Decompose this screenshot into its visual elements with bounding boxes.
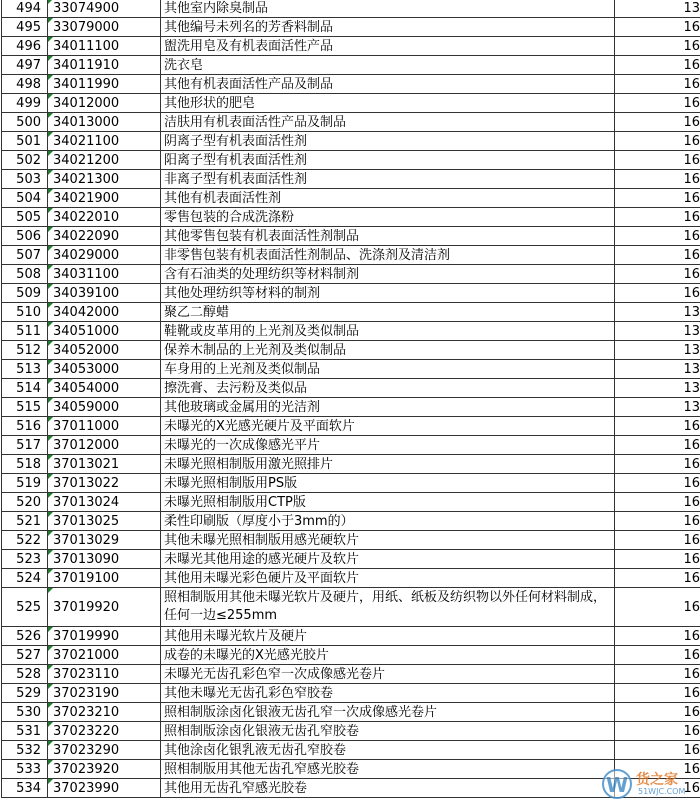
table-row (2, 341, 700, 360)
product-name: 其他未曝光无齿孔彩色窄胶卷 (161, 684, 615, 703)
product-name: 非离子型有机表面活性剂 (161, 170, 615, 189)
tax-rate: 16 (615, 208, 700, 227)
table-row (2, 474, 700, 493)
product-name: 其他用无齿孔窄感光胶卷 (161, 779, 615, 798)
tax-rate: 16 (615, 627, 700, 646)
row-index: 515 (2, 398, 48, 417)
product-name: 照相制版用其他无齿孔窄感光胶卷 (161, 760, 615, 779)
product-name: 保养木制品的上光剂及类似制品 (161, 341, 615, 360)
watermark-logo-icon: W (602, 769, 632, 799)
hs-code: 37023990 (48, 779, 161, 798)
product-name: 未曝光照相制版用激光照排片 (161, 455, 615, 474)
tariff-table (1, 0, 700, 798)
table-row (2, 303, 700, 322)
hs-code: 34011100 (48, 37, 161, 56)
table-row (2, 665, 700, 684)
row-index: 518 (2, 455, 48, 474)
table-row (2, 646, 700, 665)
hs-code: 34021100 (48, 132, 161, 151)
product-name: 照相制版涂卤化银液无齿孔窄胶卷 (161, 722, 615, 741)
hs-code: 37023210 (48, 703, 161, 722)
hs-code: 34052000 (48, 341, 161, 360)
table-row (2, 18, 700, 37)
table-row (2, 627, 700, 646)
row-index: 494 (2, 0, 48, 18)
product-name: 其他用未曝光彩色硬片及平面软片 (161, 569, 615, 588)
hs-code: 37023220 (48, 722, 161, 741)
table-row (2, 75, 700, 94)
table-row (2, 208, 700, 227)
table-row (2, 741, 700, 760)
table-row (2, 531, 700, 550)
product-name: 洗衣皂 (161, 56, 615, 75)
tax-rate: 16 (615, 284, 700, 303)
product-name: 车身用的上光剂及类似制品 (161, 360, 615, 379)
hs-code: 37011000 (48, 417, 161, 436)
product-name: 洁肤用有机表面活性产品及制品 (161, 113, 615, 132)
row-index: 513 (2, 360, 48, 379)
hs-code: 34042000 (48, 303, 161, 322)
watermark-site: 51WJC.COM (638, 787, 686, 796)
row-index: 522 (2, 531, 48, 550)
row-index: 532 (2, 741, 48, 760)
product-name: 未曝光的一次成像感光平片 (161, 436, 615, 455)
table-row (2, 779, 700, 798)
hs-code: 34039100 (48, 284, 161, 303)
table-row (2, 151, 700, 170)
tax-rate: 16 (615, 189, 700, 208)
tax-rate: 16 (615, 455, 700, 474)
hs-code: 37013024 (48, 493, 161, 512)
table-row (2, 455, 700, 474)
row-index: 530 (2, 703, 48, 722)
tax-rate: 16 (615, 436, 700, 455)
table-row (2, 417, 700, 436)
row-index: 527 (2, 646, 48, 665)
product-name: 其他用未曝光软片及硬片 (161, 627, 615, 646)
hs-code: 34051000 (48, 322, 161, 341)
row-index: 500 (2, 113, 48, 132)
table-row (2, 132, 700, 151)
table-row (2, 189, 700, 208)
table-row (2, 512, 700, 531)
hs-code: 37023110 (48, 665, 161, 684)
tax-rate: 16 (615, 18, 700, 37)
row-index: 506 (2, 227, 48, 246)
row-index: 517 (2, 436, 48, 455)
product-name: 阴离子型有机表面活性剂 (161, 132, 615, 151)
table-row (2, 360, 700, 379)
tax-rate: 16 (615, 722, 700, 741)
hs-code: 37013021 (48, 455, 161, 474)
row-index: 512 (2, 341, 48, 360)
hs-code: 34021300 (48, 170, 161, 189)
table-row (2, 684, 700, 703)
row-index: 503 (2, 170, 48, 189)
row-index: 516 (2, 417, 48, 436)
product-name: 柔性印刷版（厚度小于3mm的） (161, 512, 615, 531)
product-name: 未曝光的X光感光硬片及平面软片 (161, 417, 615, 436)
hs-code: 37023290 (48, 741, 161, 760)
tax-rate: 16 (615, 227, 700, 246)
row-index: 510 (2, 303, 48, 322)
product-name: 其他零售包装有机表面活性剂制品 (161, 227, 615, 246)
tax-rate: 13 (615, 322, 700, 341)
row-index: 514 (2, 379, 48, 398)
table-row (2, 493, 700, 512)
table-row (2, 436, 700, 455)
tax-rate: 16 (615, 75, 700, 94)
product-name: 未曝光无齿孔彩色窄一次成像感光卷片 (161, 665, 615, 684)
table-row (2, 398, 700, 417)
product-name: 其他玻璃或金属用的光洁剂 (161, 398, 615, 417)
table-row (2, 170, 700, 189)
tax-rate: 13 (615, 303, 700, 322)
tax-rate: 16 (615, 550, 700, 569)
hs-code: 34012000 (48, 94, 161, 113)
row-index: 533 (2, 760, 48, 779)
tax-rate: 16 (615, 37, 700, 56)
row-index: 499 (2, 94, 48, 113)
table-row (2, 227, 700, 246)
row-index: 511 (2, 322, 48, 341)
hs-code: 37013029 (48, 531, 161, 550)
product-name: 其他形状的肥皂 (161, 94, 615, 113)
row-index: 495 (2, 18, 48, 37)
hs-code: 33074900 (48, 0, 161, 18)
product-name: 照相制版用其他未曝光软片及硬片，用纸、纸板及纺织物以外任何材料制成，任何一边≤255mm (161, 588, 615, 627)
table-row (2, 379, 700, 398)
hs-code: 37013022 (48, 474, 161, 493)
hs-code: 34021900 (48, 189, 161, 208)
product-name: 盥洗用皂及有机表面活性产品 (161, 37, 615, 56)
row-index: 505 (2, 208, 48, 227)
product-name: 鞋靴或皮革用的上光剂及类似制品 (161, 322, 615, 341)
hs-code: 37023920 (48, 760, 161, 779)
product-name: 其他未曝光照相制版用感光硬软片 (161, 531, 615, 550)
tax-rate: 16 (615, 132, 700, 151)
product-name: 未曝光照相制版用PS版 (161, 474, 615, 493)
row-index: 519 (2, 474, 48, 493)
table-row (2, 703, 700, 722)
hs-code: 34011910 (48, 56, 161, 75)
product-name: 其他有机表面活性产品及制品 (161, 75, 615, 94)
hs-code: 37019920 (48, 588, 161, 627)
table-row (2, 569, 700, 588)
hs-code: 34022090 (48, 227, 161, 246)
tax-rate: 16 (615, 760, 700, 779)
hs-code: 34013000 (48, 113, 161, 132)
product-name: 其他涂卤化银乳液无齿孔窄胶卷 (161, 741, 615, 760)
tax-rate: 16 (615, 493, 700, 512)
tax-rate: 13 (615, 360, 700, 379)
row-index: 509 (2, 284, 48, 303)
row-index: 521 (2, 512, 48, 531)
product-name: 擦洗膏、去污粉及类似品 (161, 379, 615, 398)
product-name: 非零售包装有机表面活性剂制品、洗涤剂及清洁剂 (161, 246, 615, 265)
hs-code: 34021200 (48, 151, 161, 170)
tax-rate: 13 (615, 341, 700, 360)
row-index: 498 (2, 75, 48, 94)
product-name: 未曝光照相制版用CTP版 (161, 493, 615, 512)
product-name: 其他处理纺织等材料的制剂 (161, 284, 615, 303)
product-name: 其他编号未列名的芳香料制品 (161, 18, 615, 37)
product-name: 聚乙二醇蜡 (161, 303, 615, 322)
row-index: 502 (2, 151, 48, 170)
row-index: 523 (2, 550, 48, 569)
row-index: 524 (2, 569, 48, 588)
row-index: 496 (2, 37, 48, 56)
tax-rate: 16 (615, 531, 700, 550)
product-name: 含有石油类的处理纺织等材料制剂 (161, 265, 615, 284)
hs-code: 34031100 (48, 265, 161, 284)
hs-code: 37013025 (48, 512, 161, 531)
row-index: 520 (2, 493, 48, 512)
tax-rate: 13 (615, 0, 700, 18)
row-index: 529 (2, 684, 48, 703)
tax-rate: 16 (615, 741, 700, 760)
tax-rate: 16 (615, 265, 700, 284)
tax-rate: 16 (615, 588, 700, 627)
table-row (2, 722, 700, 741)
hs-code: 37012000 (48, 436, 161, 455)
row-index: 504 (2, 189, 48, 208)
tax-rate: 16 (615, 474, 700, 493)
hs-code: 37019100 (48, 569, 161, 588)
tax-rate: 16 (615, 665, 700, 684)
table-row (2, 37, 700, 56)
table-row (2, 56, 700, 75)
tax-rate: 13 (615, 379, 700, 398)
watermark-brand: 货之家 (636, 772, 678, 788)
product-name: 成卷的未曝光的X光感光胶片 (161, 646, 615, 665)
table-row (2, 760, 700, 779)
table-row (2, 284, 700, 303)
tax-rate: 16 (615, 113, 700, 132)
row-index: 528 (2, 665, 48, 684)
product-name: 阳离子型有机表面活性剂 (161, 151, 615, 170)
table-row (2, 588, 700, 627)
tax-rate: 16 (615, 646, 700, 665)
hs-code: 37019990 (48, 627, 161, 646)
table-row (2, 265, 700, 284)
hs-code: 34011990 (48, 75, 161, 94)
tax-rate: 16 (615, 170, 700, 189)
table-row (2, 94, 700, 113)
hs-code: 37021000 (48, 646, 161, 665)
row-index: 526 (2, 627, 48, 646)
tax-rate: 16 (615, 56, 700, 75)
tax-rate: 16 (615, 512, 700, 531)
tax-rate: 16 (615, 151, 700, 170)
hs-code: 37023190 (48, 684, 161, 703)
product-name: 未曝光其他用途的感光硬片及软片 (161, 550, 615, 569)
product-name: 零售包装的合成洗涤粉 (161, 208, 615, 227)
row-index: 497 (2, 56, 48, 75)
table-row (2, 246, 700, 265)
row-index: 531 (2, 722, 48, 741)
product-name: 照相制版涂卤化银液无齿孔窄一次成像感光卷片 (161, 703, 615, 722)
row-index: 534 (2, 779, 48, 798)
hs-code: 34053000 (48, 360, 161, 379)
tariff-table-body (2, 0, 700, 798)
tax-rate: 13 (615, 398, 700, 417)
tax-rate: 16 (615, 703, 700, 722)
watermark (602, 767, 692, 801)
table-row (2, 0, 700, 18)
hs-code: 34059000 (48, 398, 161, 417)
table-row (2, 550, 700, 569)
tax-rate: 16 (615, 684, 700, 703)
tax-rate: 16 (615, 246, 700, 265)
row-index: 525 (2, 588, 48, 627)
table-row (2, 322, 700, 341)
row-index: 507 (2, 246, 48, 265)
product-name: 其他有机表面活性剂 (161, 189, 615, 208)
hs-code: 37013090 (48, 550, 161, 569)
tax-rate: 16 (615, 569, 700, 588)
tax-rate: 16 (615, 779, 700, 798)
tax-rate: 16 (615, 417, 700, 436)
row-index: 508 (2, 265, 48, 284)
hs-code: 34022010 (48, 208, 161, 227)
table-row (2, 113, 700, 132)
row-index: 501 (2, 132, 48, 151)
product-name: 其他室内除臭制品 (161, 0, 615, 18)
hs-code: 33079000 (48, 18, 161, 37)
hs-code: 34054000 (48, 379, 161, 398)
hs-code: 34029000 (48, 246, 161, 265)
tax-rate: 16 (615, 94, 700, 113)
